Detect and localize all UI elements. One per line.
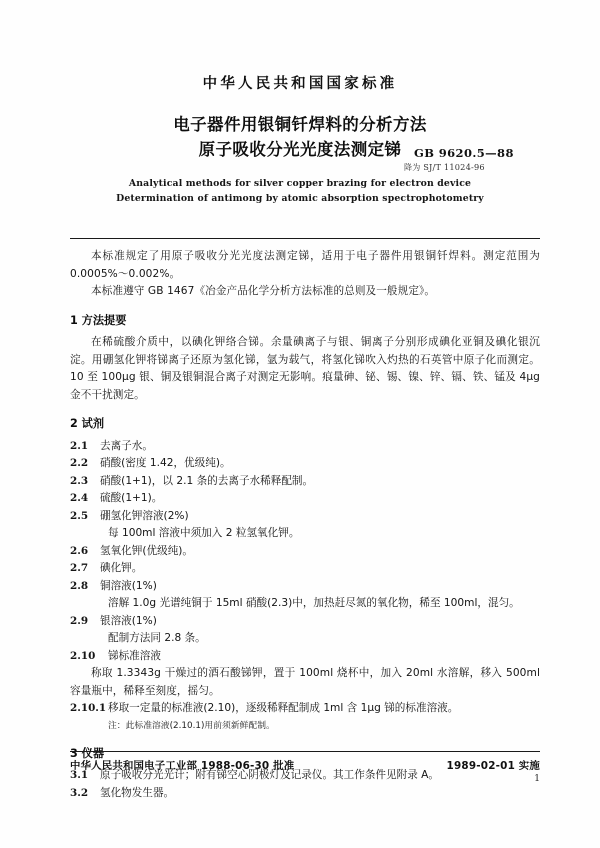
reagent-item (70, 543, 540, 561)
apparatus-item-number: 3.2 (70, 786, 89, 799)
reagent-item-text: 铜溶液(1%) (100, 579, 157, 592)
reagent-item-text: 碘化钾。 (100, 562, 143, 574)
reagent-item-text: 硝酸(1+1)，以 2.1 条的去离子水稀释配制。 (100, 474, 314, 487)
reagent-item-number: 2.3 (70, 474, 89, 487)
reagent-item-number: 2.7 (70, 562, 89, 574)
standard-code-replacement (400, 162, 550, 173)
reagent-item (70, 490, 540, 508)
standard-code: GB 9620.5—88 (414, 146, 514, 160)
section-1-paragraph: 在稀硫酸介质中，以碘化钾络合锑。余量碘离子与银、铜离子分别形成碘化亚铜及碘化银沉淀。用硼氢化钾将锑离子还原为氢化锑，氩为载气，将氢化锑吹入灼热的石英管中原子化而测定。10 至 100μg 银、铜及银铜混合离子对测定无影响。痕量砷、铋、锡、镍、锌、镉、铁、锰及 4μg 金不干扰测定。 (70, 336, 540, 401)
apparatus-item-number: 3.1 (70, 769, 89, 781)
reagent-item (70, 613, 540, 631)
standard-code-sub-value: SJ/T 11024-96 (423, 162, 485, 172)
reagent-item-detail: 每 100ml 溶液中须加入 2 粒氢氧化钾。 (108, 527, 300, 539)
scope-paragraph-1: 本标准规定了用原子吸收分光光度法测定锑，适用于电子器件用银铜钎焊料。测定范围为 0.0005%～0.002%。 (70, 250, 540, 280)
bottom-divider (70, 751, 540, 752)
title-en-line-2: Determination of antimong by atomic absorption spectrophotometry (116, 192, 484, 204)
reagent-item (70, 473, 540, 491)
footer-approval: 中华人民共和国电子工业部 1988-06-30 批准 (70, 760, 295, 772)
document-title-en (0, 177, 600, 206)
section-3-heading: 3 仪器 (70, 746, 105, 760)
reagent-item-210-body: 称取 1.3343g 干燥过的酒石酸锑钾，置于 100ml 烧杯中，加入 20ml 水溶解，移入 500ml 容量瓶中，稀释至刻度，摇匀。 (70, 667, 540, 697)
reagent-item-text: 硼氢化钾溶液(2%) (100, 509, 189, 522)
reagent-item (70, 455, 540, 473)
apparatus-item-text: 氢化物发生器。 (100, 786, 175, 799)
page-number: 1 (534, 774, 540, 784)
reagent-item-2101 (70, 700, 540, 718)
reagent-item-number: 2.1 (70, 439, 89, 452)
top-divider (70, 238, 540, 239)
apparatus-item-text: 原子吸收分光光计；附有锑空心阴极灯及记录仪。其工作条件见附录 A。 (100, 769, 440, 781)
page-footer (70, 757, 540, 772)
reagent-item-number: 2.8 (70, 579, 89, 592)
reagent-item-number: 2.6 (70, 544, 89, 557)
reagent-item-number: 2.10.1 (70, 702, 107, 714)
section-1-heading: 1 方法提要 (70, 313, 127, 327)
reagent-item-text: 移取一定量的标准液(2.10)，逐级稀释配制成 1ml 含 1μg 锑的标准溶液。 (108, 702, 459, 714)
scope-paragraph-2: 本标准遵守 GB 1467《冶金产品化学分析方法标准的总则及一般规定》。 (91, 285, 436, 297)
document-body (70, 248, 540, 802)
reagent-item (70, 578, 540, 596)
reagent-item-text: 去离子水。 (100, 439, 153, 452)
reagent-item-number: 2.4 (70, 492, 89, 504)
reagent-item (70, 560, 540, 578)
reagent-item-text: 锑标准溶液 (108, 649, 161, 662)
reagent-item-text: 硫酸(1+1)。 (100, 492, 163, 504)
reagent-item-text: 硝酸(密度 1.42，优级纯)。 (100, 457, 231, 469)
reagent-item-number: 2.10 (70, 649, 96, 662)
reagent-item-number: 2.5 (70, 509, 89, 522)
apparatus-item (70, 785, 540, 803)
section-2-heading: 2 试剂 (70, 417, 105, 430)
reagent-item-text: 银溶液(1%) (100, 614, 157, 627)
reagent-item-text: 氢氧化钾(优级纯)。 (100, 544, 194, 557)
reagent-item-2101-note: 注：此标准溶液(2.10.1)用前须新鲜配制。 (108, 720, 275, 731)
title-cn-line-2: 原子吸收分光光度法测定锑 (198, 140, 402, 159)
reagent-item (70, 438, 540, 456)
reagent-item-detail: 配制方法同 2.8 条。 (108, 632, 206, 644)
reagent-item-detail: 溶解 1.0g 光谱纯铜于 15ml 硝酸(2.3)中，加热赶尽氮的氧化物，稀至 100ml，混匀。 (108, 597, 520, 609)
footer-implementation: 1989-02-01 实施 (446, 760, 540, 772)
standard-code-sub-prefix: 降为 (404, 163, 421, 172)
reagent-item (70, 648, 540, 666)
masthead (0, 72, 600, 93)
title-en-line-1: Analytical methods for silver copper brazing for electron device (128, 178, 472, 189)
title-cn-line-1: 电子器件用银铜钎焊料的分析方法 (173, 115, 427, 134)
reagent-item-number: 2.9 (70, 614, 89, 627)
issuer-line: 中华人民共和国国家标准 (202, 76, 398, 92)
reagent-item-number: 2.2 (70, 457, 89, 469)
standard-code-block (400, 146, 550, 173)
reagent-item (70, 508, 540, 526)
